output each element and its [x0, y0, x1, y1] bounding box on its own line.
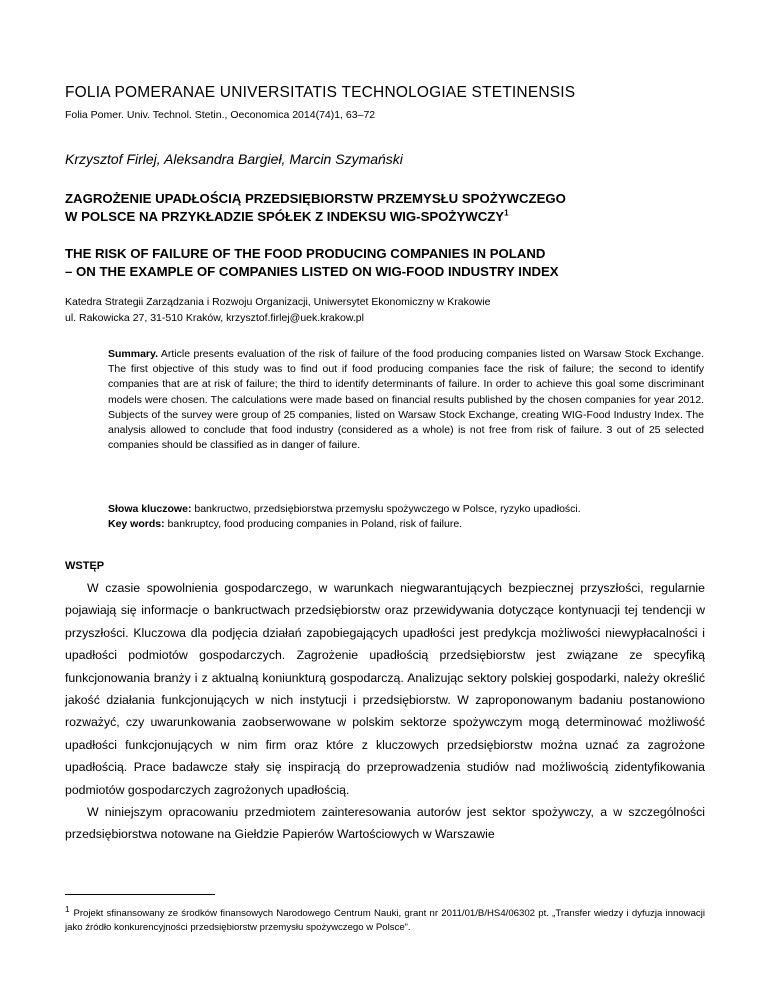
- affiliation-line-2: ul. Rakowicka 27, 31-510 Kraków, krzysztof.firlej@uek.krakow.pl: [65, 312, 364, 324]
- title-english-line-2: – ON THE EXAMPLE OF COMPANIES LISTED ON WIG-FOOD INDUSTRY INDEX: [65, 264, 559, 279]
- authors: Krzysztof Firlej, Aleksandra Bargieł, Marcin Szymański: [65, 151, 403, 167]
- footnote-text: Projekt sfinansowany ze środków finansowych Narodowego Centrum Nauki, grant nr 2011/01/B/HS4/06302 pt. „Transfer wiedzy i dyfuzja innowacji jako źródło konkurencyjności przedsiębiorstw przemysłu spożywczego w Polsce”.: [65, 908, 705, 934]
- title-english: [65, 245, 725, 281]
- keywords-polish-text: bankructwo, przedsiębiorstwa przemysłu spożywczego w Polsce, ryzyko upadłości.: [191, 503, 581, 515]
- footnote-ref[interactable]: 1: [504, 208, 509, 218]
- affiliation: [65, 294, 725, 326]
- keywords-polish-label: Słowa kluczowe:: [108, 503, 192, 515]
- journal-title: FOLIA POMERANAE UNIVERSITATIS TECHNOLOGIAE STETINENSIS: [65, 84, 576, 101]
- summary-text: Article presents evaluation of the risk of failure of the food producing companies listed on Warsaw Stock Exchange. The first objective of this study was to find out if food producing companies face the risk of failure; the second to identify companies that are at risk of failure; the third to identify determinants of failure. In order to achieve this goal some discriminant models were chosen. The calculations were made based on financial results published by the chosen companies for year 2012. Subjects of the survey were group of 25 companies, listed on Warsaw Stock Exchange, creating WIG-Food Industry Index. The analysis allowed to conclude that food industry (considered as a whole) is not free from risk of failure. 3 out of 25 selected companies should be classified as in danger of failure.: [108, 348, 704, 452]
- summary-label: Summary.: [108, 348, 158, 360]
- keywords-block: [108, 502, 704, 532]
- title-polish-line-2: [65, 208, 725, 226]
- keywords-english: [108, 517, 704, 532]
- footnote-number: 1: [65, 905, 70, 914]
- keywords-english-label: Key words:: [108, 518, 165, 530]
- body-paragraph: W czasie spowolnienia gospodarczego, w warunkach niegwarantujących bezpiecznej przyszłości, regularnie pojawiają się informacje o bankructwach przedsiębiorstw oraz przewidywania dotyczące kontynuacji tej tendencji w przyszłości. Kluczowa dla podjęcia działań zapobiegających upadłości jest predykcja możliwości niewypłacalności i upadłości podmiotów gospodarczych. Zagrożenie upadłością przedsiębiorstw jest związane ze specyfiką funkcjonowania branży i z aktualną koniunkturą gospodarczą. Analizując sektory polskiej gospodarki, należy określić jakość działania funkcjonujących w nich instytucji i przedsiębiorstw. W zaproponowanym badaniu postanowiono rozważyć, czy uwarunkowania zaobserwowane w polskim sektorze spożywczym mogą determinować możliwość upadłości funkcjonujących w nim firm oraz które z kluczowych przedsiębiorstw można uznać za zagrożone upadłością. Prace badawcze stały się inspiracją do przeprowadzenia studiów nad możliwością zidentyfikowania podmiotów gospodarczych zagrożonych upadłością.: [65, 581, 705, 797]
- section-heading: WSTĘP: [65, 560, 105, 572]
- body-text: [65, 577, 705, 846]
- footnote-divider: [65, 894, 215, 895]
- keywords-english-text: bankruptcy, food producing companies in Poland, risk of failure.: [164, 518, 463, 530]
- title-polish: [65, 190, 725, 226]
- title-polish-line-1: ZAGROŻENIE UPADŁOŚCIĄ PRZEDSIĘBIORSTW PRZEMYSŁU SPOŻYWCZEGO: [65, 191, 566, 206]
- keywords-polish: [108, 502, 704, 517]
- title-polish-line-2-text: W POLSCE NA PRZYKŁADZIE SPÓŁEK Z INDEKSU WIG-SPOŻYWCZY: [65, 209, 505, 224]
- journal-citation: Folia Pomer. Univ. Technol. Stetin., Oeconomica 2014(74)1, 63–72: [65, 109, 376, 121]
- summary-abstract: [108, 347, 704, 453]
- title-english-line-1: THE RISK OF FAILURE OF THE FOOD PRODUCING COMPANIES IN POLAND: [65, 246, 546, 261]
- affiliation-line-1: Katedra Strategii Zarządzania i Rozwoju Organizacji, Uniwersytet Ekonomiczny w Krakowie: [65, 296, 491, 308]
- footnote: [65, 903, 705, 935]
- body-paragraph: W niniejszym opracowaniu przedmiotem zainteresowania autorów jest sektor spożywczy, a w szczególności przedsiębiorstwa notowane na Giełdzie Papierów Wartościowych w Warszawie: [65, 805, 705, 842]
